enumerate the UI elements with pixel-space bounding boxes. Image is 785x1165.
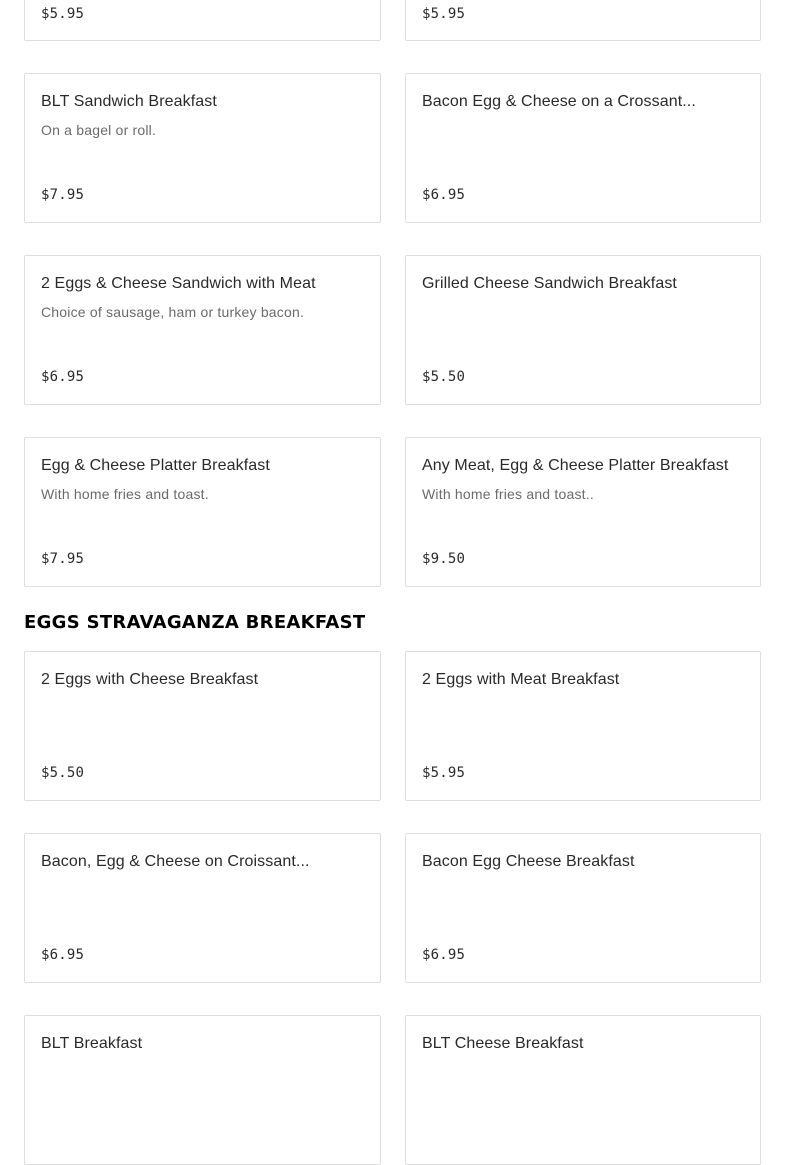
- item-name: 2 Eggs with Meat Breakfast: [422, 671, 620, 688]
- item-price: $5.50: [41, 765, 85, 781]
- item-name: BLT Sandwich Breakfast: [41, 93, 217, 110]
- item-price: $7.95: [41, 187, 85, 203]
- item-price: $7.95: [41, 551, 85, 567]
- menu-item-card[interactable]: [405, 437, 761, 587]
- section-title: EGGS STRAVAGANZA BREAKFAST: [24, 612, 366, 633]
- item-price: $5.95: [422, 765, 466, 781]
- item-name: Egg & Cheese Platter Breakfast: [41, 457, 270, 474]
- item-name: Any Meat, Egg & Cheese Platter Breakfast: [422, 457, 729, 474]
- item-name: 2 Eggs & Cheese Sandwich with Meat: [41, 275, 316, 292]
- menu-item-card[interactable]: [405, 1015, 761, 1165]
- menu-item-card[interactable]: [405, 651, 761, 801]
- item-price: $9.50: [422, 551, 466, 567]
- item-name: BLT Breakfast: [41, 1035, 143, 1052]
- menu-item-card[interactable]: [24, 651, 381, 801]
- item-name: Bacon Egg Cheese Breakfast: [422, 853, 635, 870]
- menu-item-card[interactable]: [405, 0, 761, 41]
- menu-item-card[interactable]: [405, 73, 761, 223]
- item-price: $6.95: [422, 187, 466, 203]
- item-price: $6.95: [41, 369, 85, 385]
- item-price: $6.95: [422, 947, 466, 963]
- menu-item-card[interactable]: [24, 0, 381, 41]
- menu-item-card[interactable]: [405, 833, 761, 983]
- item-description: On a bagel or roll.: [41, 122, 157, 138]
- item-price: $5.95: [41, 6, 85, 22]
- item-description: Choice of sausage, ham or turkey bacon.: [41, 304, 305, 320]
- menu-item-card[interactable]: [24, 437, 381, 587]
- menu-item-card[interactable]: [24, 255, 381, 405]
- menu-item-card[interactable]: [24, 833, 381, 983]
- item-name: 2 Eggs with Cheese Breakfast: [41, 671, 259, 688]
- item-price: $5.50: [422, 369, 466, 385]
- menu-item-card[interactable]: [24, 73, 381, 223]
- item-description: With home fries and toast..: [422, 486, 594, 502]
- item-description: With home fries and toast.: [41, 486, 209, 502]
- item-name: Bacon, Egg & Cheese on Croissant...: [41, 853, 310, 870]
- menu-item-card[interactable]: [405, 255, 761, 405]
- item-price: $5.95: [422, 6, 466, 22]
- item-price: $6.95: [41, 947, 85, 963]
- menu-item-card[interactable]: [24, 1015, 381, 1165]
- item-name: Grilled Cheese Sandwich Breakfast: [422, 275, 677, 292]
- item-name: BLT Cheese Breakfast: [422, 1035, 584, 1052]
- item-name: Bacon Egg & Cheese on a Crossant...: [422, 93, 696, 110]
